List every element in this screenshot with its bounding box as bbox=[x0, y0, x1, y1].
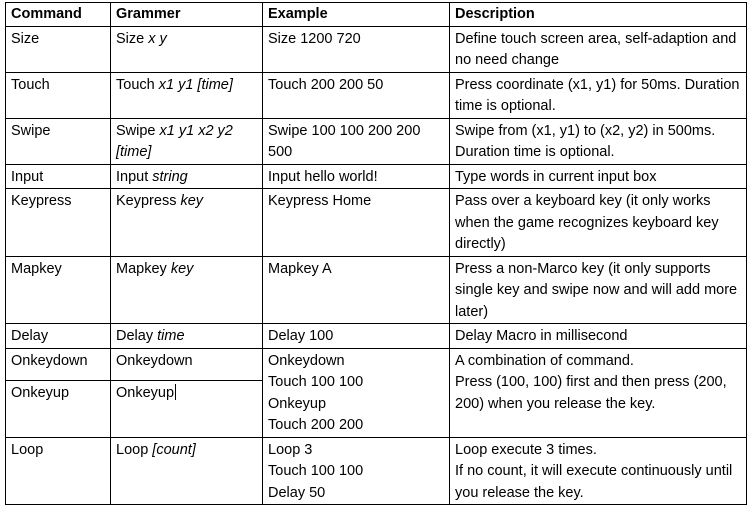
example-line: Delay 100 bbox=[268, 328, 334, 344]
grammar-keyword: Size bbox=[116, 30, 149, 47]
table-row bbox=[6, 437, 747, 505]
description-cell: Define touch screen area, self-adaption and no need change bbox=[450, 26, 747, 72]
description-cell: Press coordinate (x1, y1) for 50ms. Duration time is optional. bbox=[450, 72, 747, 118]
grammar-cell bbox=[111, 26, 263, 72]
grammar-argument: key bbox=[180, 193, 204, 209]
grammar-keyword: Swipe bbox=[116, 122, 160, 139]
table-row bbox=[6, 118, 747, 164]
description-line: If no count, it will execute continuously until you release the key. bbox=[455, 463, 733, 501]
grammar-keyword: Input bbox=[116, 168, 153, 185]
header-description: Description bbox=[450, 3, 747, 27]
description-cell: Delay Macro in millisecond bbox=[450, 324, 747, 349]
example-line: Input hello world! bbox=[268, 168, 378, 185]
example-cell bbox=[263, 348, 450, 437]
grammar-keyword: Keypress bbox=[116, 193, 181, 209]
description-line: A combination of command. bbox=[455, 352, 634, 369]
command-cell: Swipe bbox=[6, 118, 111, 164]
header-command: Command bbox=[6, 3, 111, 27]
grammar-argument: x y bbox=[148, 30, 167, 47]
example-line: Mapkey A bbox=[268, 260, 332, 277]
grammar-cell bbox=[111, 324, 263, 349]
grammar-argument: x1 y1 x2 y2 [time] bbox=[116, 122, 233, 160]
grammar-argument: key bbox=[170, 260, 194, 277]
command-cell: Onkeyup bbox=[6, 380, 111, 437]
grammar-keyword: Onkeyup bbox=[116, 384, 175, 401]
text-cursor bbox=[175, 384, 176, 400]
grammar-keyword: Delay bbox=[116, 328, 158, 344]
example-cell bbox=[263, 189, 450, 257]
command-table-container bbox=[5, 2, 746, 505]
grammar-cell: Onkeydown bbox=[111, 348, 263, 380]
table-row bbox=[6, 164, 747, 189]
description-line: Loop execute 3 times. bbox=[455, 441, 597, 458]
description-cell: Swipe from (x1, y1) to (x2, y2) in 500ms. Duration time is optional. bbox=[450, 118, 747, 164]
grammar-keyword: Loop bbox=[116, 441, 153, 458]
grammar-argument: [count] bbox=[152, 441, 196, 458]
description-cell: Type words in current input box bbox=[450, 164, 747, 189]
grammar-cell bbox=[111, 72, 263, 118]
table-row bbox=[6, 256, 747, 324]
example-cell bbox=[263, 324, 450, 349]
table-row bbox=[6, 26, 747, 72]
grammar-argument: time bbox=[157, 328, 185, 344]
description-cell bbox=[450, 437, 747, 505]
command-table bbox=[5, 2, 747, 505]
example-line: Delay 50 bbox=[268, 484, 326, 501]
grammar-cell bbox=[111, 380, 263, 437]
example-cell bbox=[263, 164, 450, 189]
table-row bbox=[6, 189, 747, 257]
grammar-cell bbox=[111, 189, 263, 257]
example-line: Touch 100 100 bbox=[268, 463, 364, 479]
example-line: Onkeyup bbox=[268, 395, 327, 412]
header-row bbox=[6, 3, 747, 27]
example-cell bbox=[263, 26, 450, 72]
table-row bbox=[6, 324, 747, 349]
example-line: Touch 100 100 bbox=[268, 374, 364, 390]
grammar-cell bbox=[111, 164, 263, 189]
description-line: Press (100, 100) first and then press (200, 200) when you release the key. bbox=[455, 374, 727, 412]
command-cell: Delay bbox=[6, 324, 111, 349]
example-line: Touch 200 200 bbox=[268, 417, 364, 433]
description-cell bbox=[450, 348, 747, 437]
command-cell: Onkeydown bbox=[6, 348, 111, 380]
example-line: Touch 200 200 50 bbox=[268, 76, 384, 93]
example-cell bbox=[263, 72, 450, 118]
header-grammar: Grammer bbox=[111, 3, 263, 27]
example-cell bbox=[263, 437, 450, 505]
grammar-cell bbox=[111, 437, 263, 505]
command-cell: Size bbox=[6, 26, 111, 72]
description-cell: Press a non-Marco key (it only supports single key and swipe now and will add more later) bbox=[450, 256, 747, 324]
example-line: Keypress Home bbox=[268, 193, 372, 209]
command-cell: Touch bbox=[6, 72, 111, 118]
command-cell: Loop bbox=[6, 437, 111, 505]
command-cell: Keypress bbox=[6, 189, 111, 257]
header-example: Example bbox=[263, 3, 450, 27]
table-row-onkeydown bbox=[6, 348, 747, 380]
example-line: Size 1200 720 bbox=[268, 30, 361, 47]
grammar-argument: string bbox=[152, 168, 188, 185]
example-line: Onkeydown bbox=[268, 352, 345, 369]
example-cell bbox=[263, 256, 450, 324]
command-cell: Mapkey bbox=[6, 256, 111, 324]
grammar-cell bbox=[111, 256, 263, 324]
grammar-argument: x1 y1 [time] bbox=[158, 76, 233, 93]
grammar-cell bbox=[111, 118, 263, 164]
grammar-keyword: Touch bbox=[116, 76, 159, 93]
example-line: Swipe 100 100 200 200 500 bbox=[268, 122, 421, 160]
example-cell bbox=[263, 118, 450, 164]
table-row bbox=[6, 72, 747, 118]
description-cell: Pass over a keyboard key (it only works when the game recognizes keyboard key directly) bbox=[450, 189, 747, 257]
command-cell: Input bbox=[6, 164, 111, 189]
example-line: Loop 3 bbox=[268, 441, 313, 458]
grammar-keyword: Mapkey bbox=[116, 260, 171, 277]
